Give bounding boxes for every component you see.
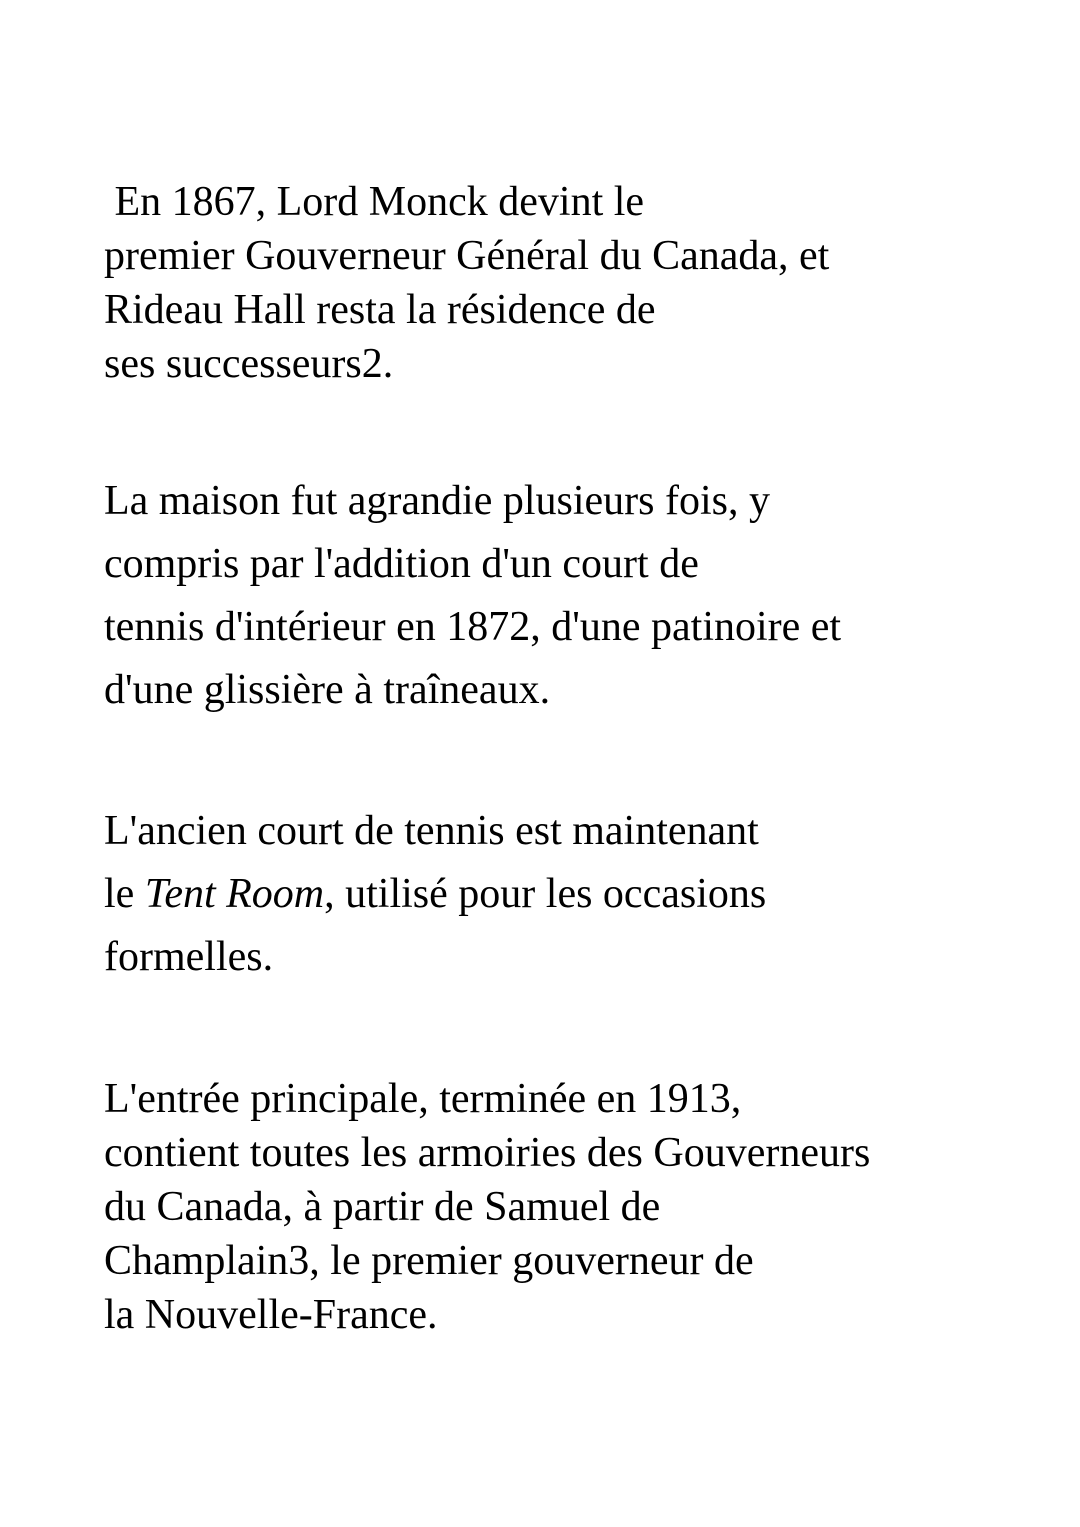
text-line: formelles.	[104, 934, 274, 980]
text-line: La maison fut agrandie plusieurs fois, y	[104, 478, 771, 524]
text-line: premier Gouverneur Général du Canada, et	[104, 233, 830, 279]
text-line: En 1867, Lord Monck devint le	[104, 179, 645, 225]
paragraph-lord-monck	[104, 175, 829, 391]
text-line: d'une glissière à traîneaux.	[104, 667, 551, 713]
italic-term: Tent Room	[144, 871, 325, 917]
text-line: L'entrée principale, terminée en 1913,	[104, 1076, 742, 1122]
text-line: du Canada, à partir de Samuel de	[104, 1184, 661, 1230]
text-line: tennis d'intérieur en 1872, d'une patinoire et	[104, 604, 842, 650]
text-line: Rideau Hall resta la résidence de	[104, 287, 656, 333]
text-line: Champlain3, le premier gouverneur de	[104, 1238, 754, 1284]
text-segment: , utilisé pour les occasions	[324, 871, 767, 917]
text-line: L'ancien court de tennis est maintenant	[104, 808, 759, 854]
paragraph-agrandissements	[104, 470, 841, 722]
text-line: compris par l'addition d'un court de	[104, 541, 699, 587]
text-line: ses successeurs2.	[104, 341, 394, 387]
paragraph-tent-room	[104, 800, 766, 989]
text-line: contient toutes les armoiries des Gouverneurs	[104, 1130, 871, 1176]
text-line: la Nouvelle-France.	[104, 1292, 438, 1338]
text-line	[104, 863, 766, 926]
paragraph-entree-principale	[104, 1072, 870, 1342]
text-segment: le	[104, 871, 145, 917]
